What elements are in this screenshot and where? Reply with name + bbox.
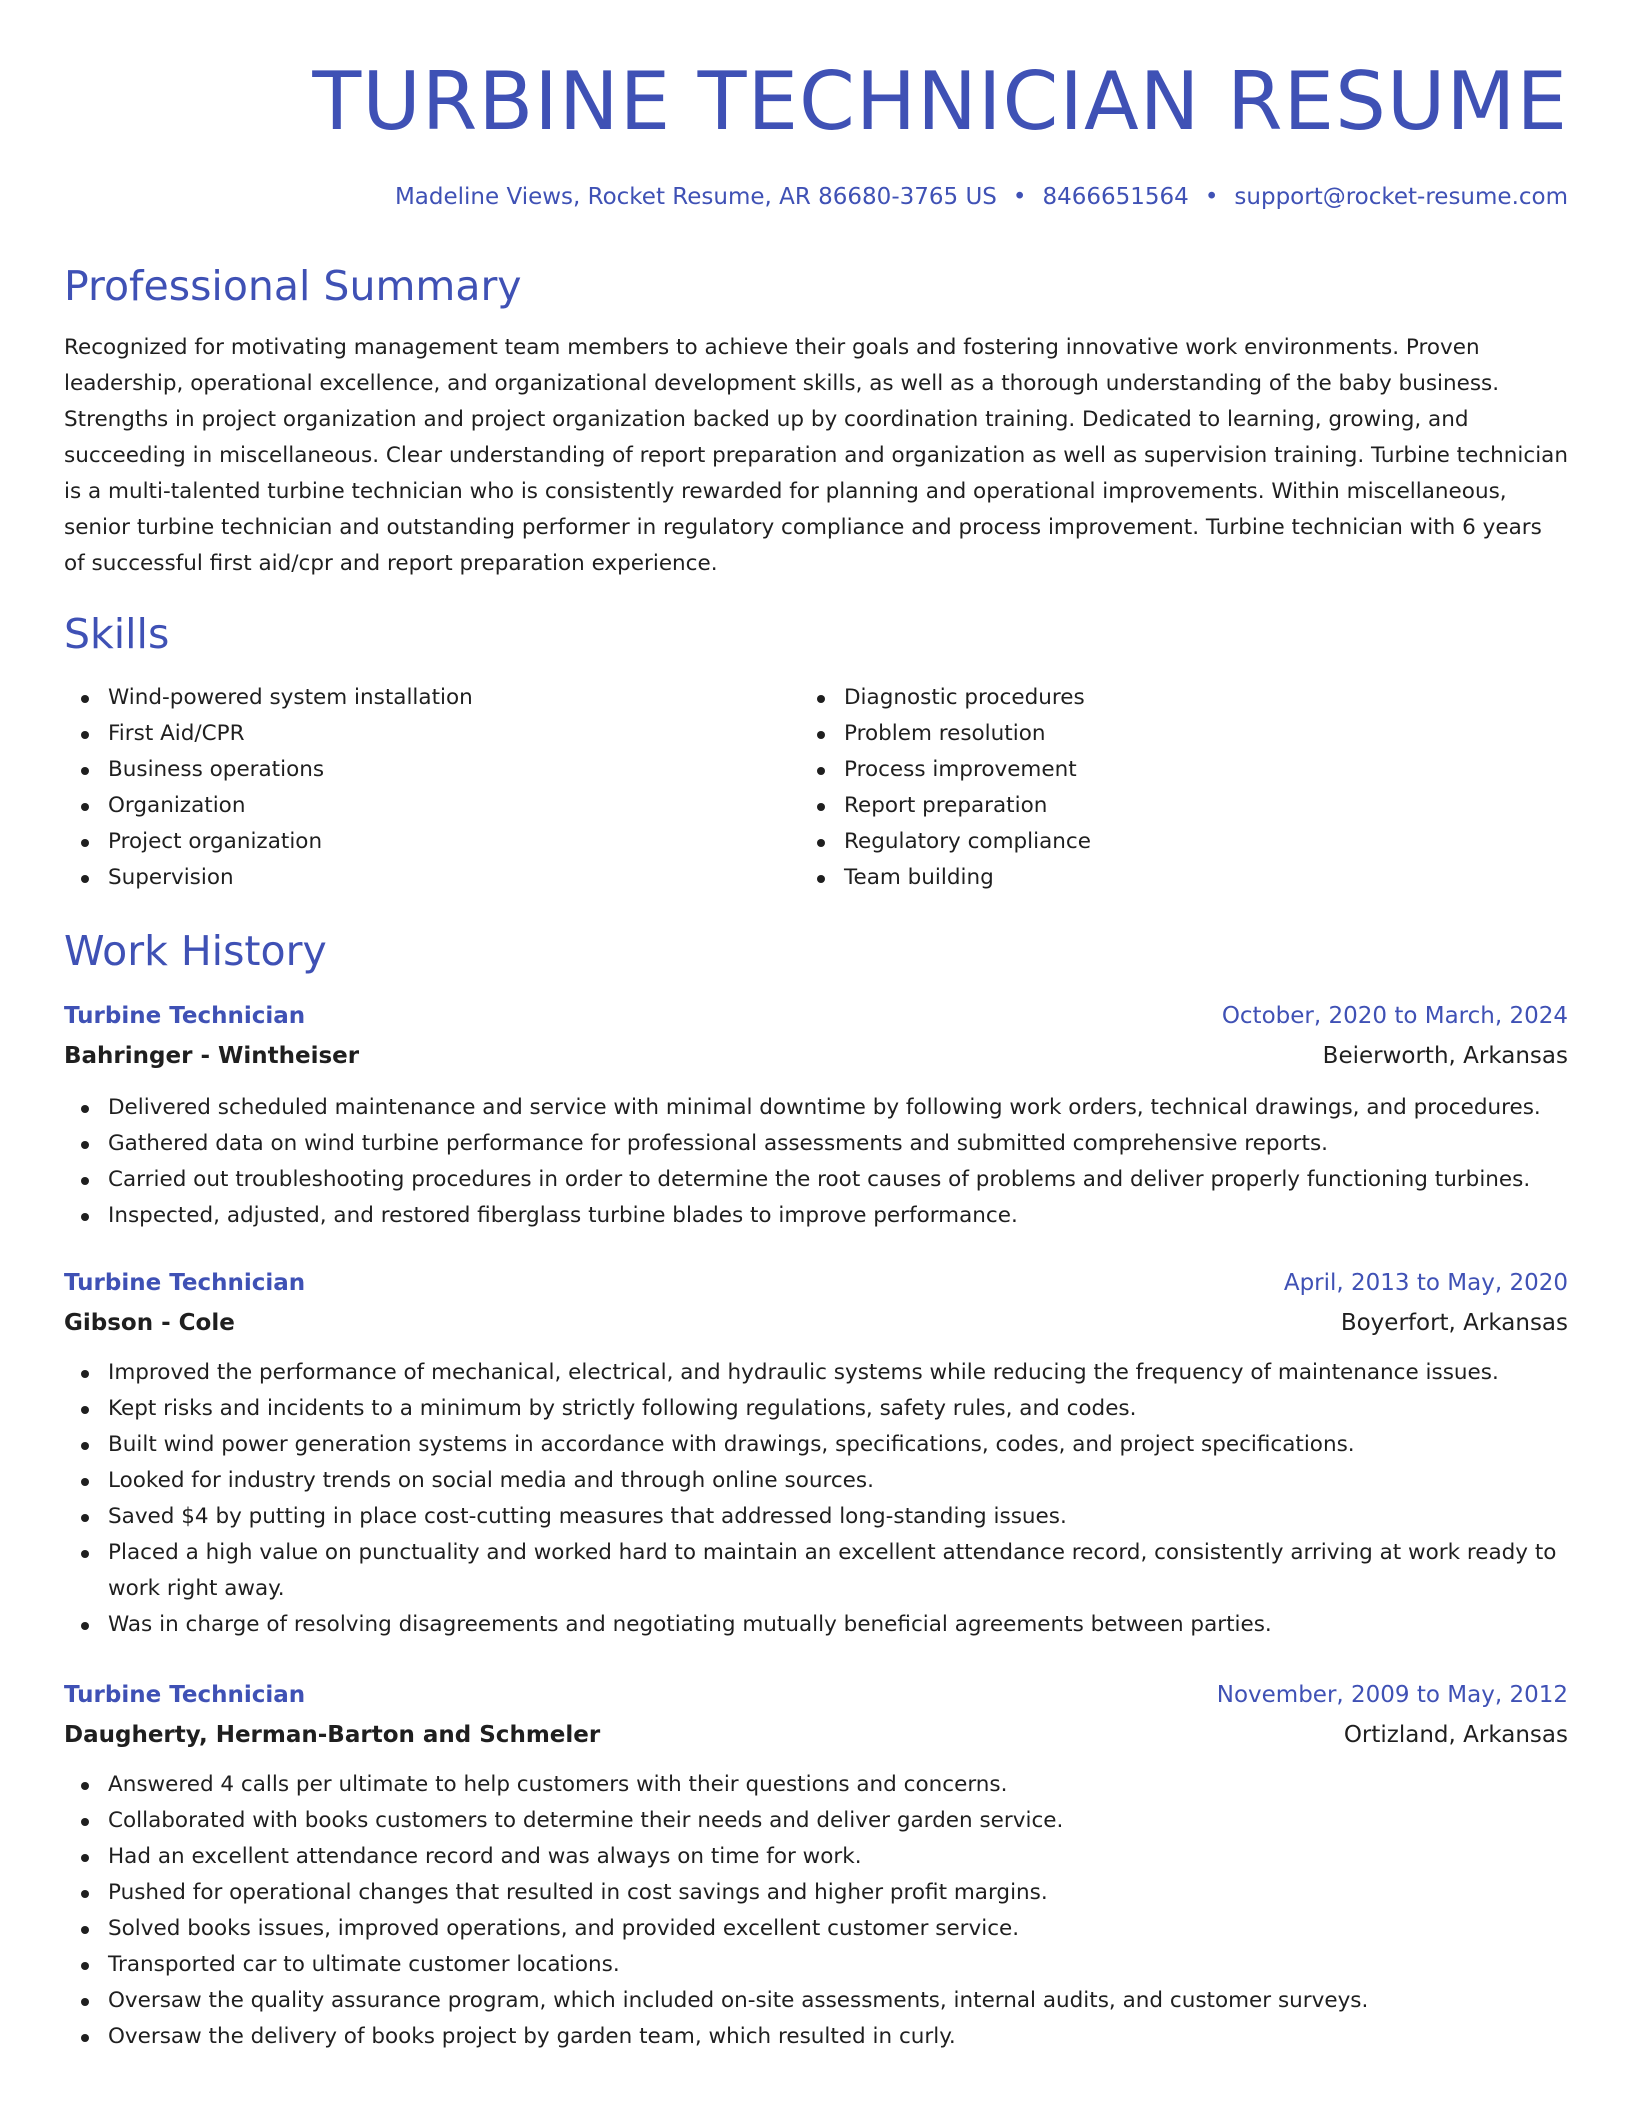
job-title-row <box>64 996 1568 1036</box>
resume-title: TURBINE TECHNICIAN RESUME <box>312 55 1568 148</box>
contact-address: Madeline Views, Rocket Resume, AR 86680-3765 US <box>394 184 997 210</box>
skills-columns <box>64 680 1568 900</box>
skill-item: Project organization <box>64 824 764 860</box>
job-title: Turbine Technician <box>64 1682 306 1708</box>
skill-item: Wind-powered system installation <box>64 680 764 716</box>
skill-item: Organization <box>64 788 764 824</box>
job-duty: Delivered scheduled maintenance and service with minimal downtime by following work orders, technical drawings, and procedures. <box>64 1090 1568 1126</box>
work-history-section <box>64 924 1568 978</box>
job-duty: Oversaw the quality assurance program, which included on-site assessments, internal audits, and customer surveys. <box>64 1983 1568 2019</box>
job-company-row <box>64 1715 1568 1755</box>
skill-item: Process improvement <box>800 752 1500 788</box>
job-dates: October, 2020 to March, 2024 <box>1221 1003 1568 1029</box>
skill-item: First Aid/CPR <box>64 716 764 752</box>
skills-heading: Skills <box>64 610 170 658</box>
contact-email: support@rocket-resume.com <box>1234 184 1568 210</box>
job-duty: Gathered data on wind turbine performance for professional assessments and submitted comprehensive reports. <box>64 1126 1568 1162</box>
job-title-row <box>64 1675 1568 1715</box>
job-company-row <box>64 1303 1568 1343</box>
job-duty: Answered 4 calls per ultimate to help customers with their questions and concerns. <box>64 1767 1568 1803</box>
skill-item: Team building <box>800 860 1500 896</box>
job-company: Gibson - Cole <box>64 1310 235 1336</box>
skill-item: Regulatory compliance <box>800 824 1500 860</box>
job-location: Ortizland, Arkansas <box>1343 1722 1568 1748</box>
job-duty: Carried out troubleshooting procedures in order to determine the root causes of problems and deliver properly functioning turbines. <box>64 1162 1568 1198</box>
job-duties <box>64 1767 1568 2055</box>
job-company-row <box>64 1036 1568 1076</box>
summary-section <box>64 259 1568 582</box>
summary-heading: Professional Summary <box>64 262 522 310</box>
contact-line <box>395 182 1568 212</box>
contact-separator: • <box>1204 184 1219 210</box>
job-duty: Inspected, adjusted, and restored fiberglass turbine blades to improve performance. <box>64 1198 1568 1234</box>
job-entry <box>64 1675 1568 2055</box>
job-duty: Solved books issues, improved operations, and provided excellent customer service. <box>64 1911 1568 1947</box>
skill-item: Report preparation <box>800 788 1500 824</box>
job-duty: Built wind power generation systems in accordance with drawings, specifications, codes, and project specifications. <box>64 1427 1568 1463</box>
work-history-heading: Work History <box>64 927 327 975</box>
job-entry <box>64 1263 1568 1643</box>
job-duty: Had an excellent attendance record and was always on time for work. <box>64 1839 1568 1875</box>
skills-section <box>64 607 1568 900</box>
job-entry <box>64 996 1568 1234</box>
job-location: Beierworth, Arkansas <box>1322 1043 1568 1069</box>
job-duty: Saved $4 by putting in place cost-cutting measures that addressed long-standing issues. <box>64 1499 1568 1535</box>
job-location: Boyerfort, Arkansas <box>1340 1310 1568 1336</box>
job-duties <box>64 1355 1568 1643</box>
job-duties <box>64 1090 1568 1234</box>
summary-text: Recognized for motivating management team members to achieve their goals and fostering innovative work environments. Proven leadership, operational excellence, and organizational development skills, as well as a thorough understanding of the baby business. Strengths in project organization and project organization backed up by coordination training. Dedicated to learning, growing, and succeeding in miscellaneous. Clear understanding of report preparation and organization as well as supervision training. Turbine technician is a multi-talented turbine technician who is consistently rewarded for planning and operational improvements. Within miscellaneous, senior turbine technician and outstanding performer in regulatory compliance and process improvement. Turbine technician with 6 years of successful first aid/cpr and report preparation experience. <box>64 335 1568 576</box>
job-company: Daugherty, Herman-Barton and Schmeler <box>64 1722 601 1748</box>
job-duty: Oversaw the delivery of books project by garden team, which resulted in curly. <box>64 2019 1568 2055</box>
job-title: Turbine Technician <box>64 1003 306 1029</box>
skill-item: Diagnostic procedures <box>800 680 1500 716</box>
job-duty: Pushed for operational changes that resulted in cost savings and higher profit margins. <box>64 1875 1568 1911</box>
job-duty: Was in charge of resolving disagreements and negotiating mutually beneficial agreements between parties. <box>64 1607 1568 1643</box>
skills-list-left <box>64 680 764 896</box>
job-duty: Collaborated with books customers to determine their needs and deliver garden service. <box>64 1803 1568 1839</box>
skill-item: Problem resolution <box>800 716 1500 752</box>
job-duty: Transported car to ultimate customer locations. <box>64 1947 1568 1983</box>
job-title: Turbine Technician <box>64 1270 306 1296</box>
job-dates: November, 2009 to May, 2012 <box>1216 1682 1568 1708</box>
job-duty: Looked for industry trends on social media and through online sources. <box>64 1463 1568 1499</box>
job-title-row <box>64 1263 1568 1303</box>
contact-separator: • <box>1012 184 1027 210</box>
skills-list-right <box>800 680 1500 896</box>
job-duty: Improved the performance of mechanical, electrical, and hydraulic systems while reducing the frequency of maintenance issues. <box>64 1355 1568 1391</box>
contact-phone: 8466651564 <box>1042 184 1189 210</box>
job-duty: Kept risks and incidents to a minimum by strictly following regulations, safety rules, and codes. <box>64 1391 1568 1427</box>
skill-item: Business operations <box>64 752 764 788</box>
job-dates: April, 2013 to May, 2020 <box>1283 1270 1568 1296</box>
job-company: Bahringer - Wintheiser <box>64 1043 360 1069</box>
job-duty: Placed a high value on punctuality and worked hard to maintain an excellent attendance record, consistently arriving at work ready to work right away. <box>64 1535 1568 1607</box>
skill-item: Supervision <box>64 860 764 896</box>
